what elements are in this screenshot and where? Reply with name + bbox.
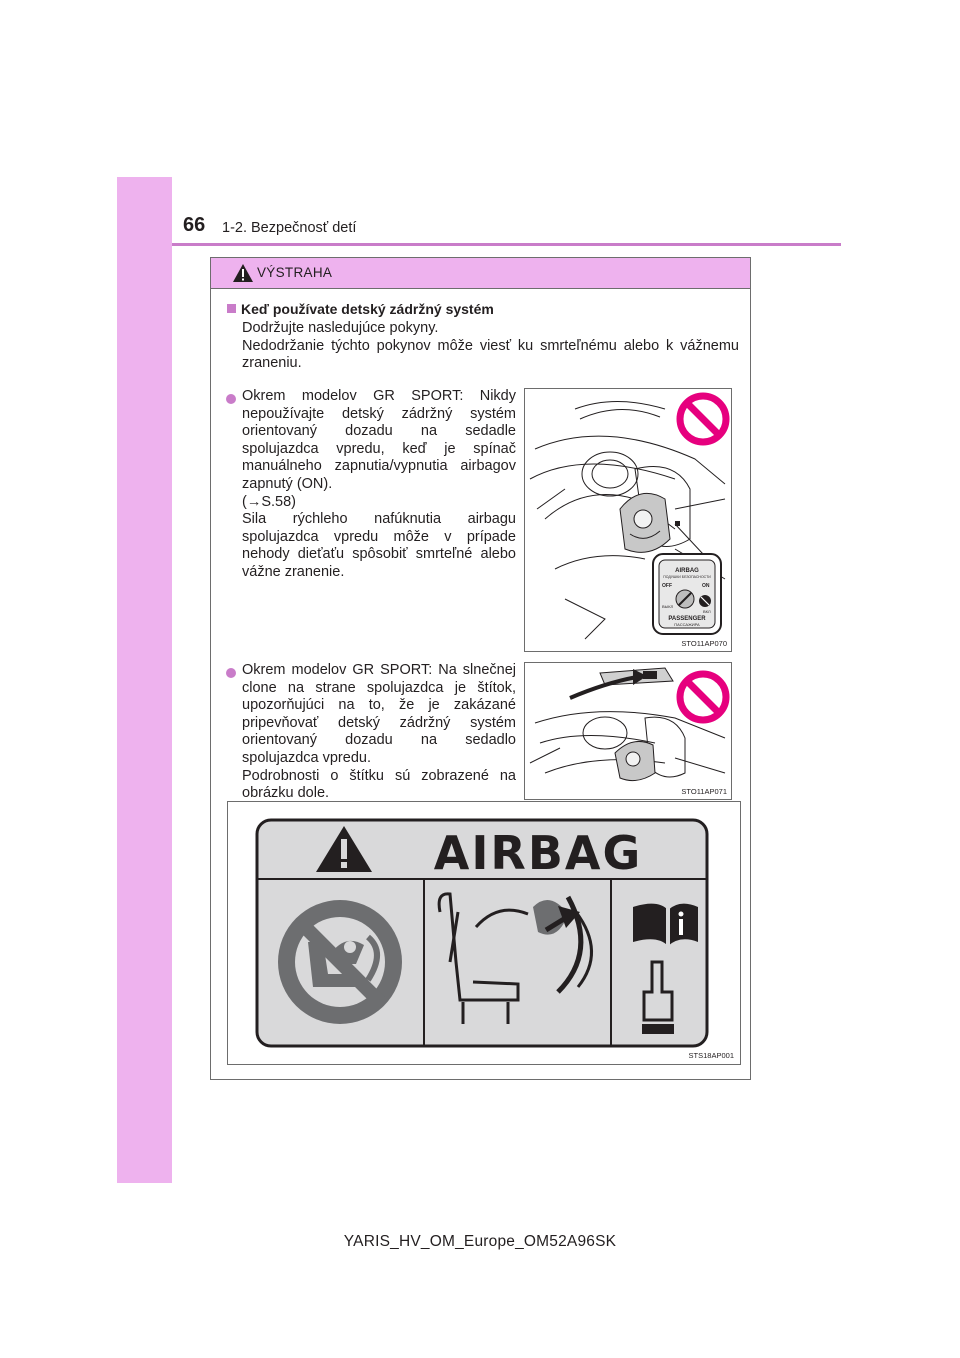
figure-code: STO11AP070 [681, 639, 727, 648]
bullet-dot-icon [226, 394, 236, 404]
bullet-dot-icon [226, 668, 236, 678]
bullet-paragraph: Podrobnosti o štítku sú zobrazené na obrázku dole. [242, 767, 516, 802]
switch-label-on: ON [702, 583, 710, 589]
switch-label-passenger: PASSENGER [668, 616, 706, 622]
switch-label-off-sub: ВЫКЛ [662, 604, 674, 609]
heading-square-icon [227, 304, 236, 313]
bullet-1-text [242, 388, 516, 582]
warning-heading-text: Keď používate detský zádržný systém [241, 301, 494, 317]
figure-rear-facing-seat [524, 388, 732, 652]
prohibit-icon [680, 396, 726, 442]
intro-paragraph [242, 320, 739, 373]
bullet-paragraph: Okrem modelov GR SPORT: Na slnečnej clone na strane spolujazdca je štítok, upozorňujúci na to, že je zakázané pripevňovať detský zádržný systém orientovaný dozadu na sedadlo spolujazdca vpredu. [242, 662, 516, 766]
figure-sun-visor-label [524, 662, 732, 800]
switch-label-on-sub: ВКЛ [703, 609, 711, 614]
bullet-reference: (→S.58) [242, 493, 296, 510]
warning-heading [227, 301, 494, 317]
figure-code: STS18AP001 [688, 1051, 734, 1060]
bullet-paragraph: Okrem modelov GR SPORT: Nikdy nepoužívajte detský zádržný systém orientovaný dozadu na sedadle spolujazdca vpredu, keď je spínač manuálneho zapnutia/vypnutia airbagov zapnutý (ON). [242, 388, 516, 492]
warning-triangle-icon [232, 263, 254, 283]
side-tab [117, 177, 172, 1183]
switch-label-off: OFF [662, 583, 672, 589]
warning-title: VÝSTRAHA [257, 265, 333, 280]
bullet-2-text [242, 662, 516, 803]
label-banner-text: AIRBAG [433, 826, 643, 880]
header-rule [172, 243, 841, 246]
switch-label-airbag: AIRBAG [675, 568, 699, 574]
switch-label-passenger-sub: ПАССАЖИРА [674, 622, 700, 627]
footer-doc-id: YARIS_HV_OM_Europe_OM52A96SK [343, 1233, 617, 1250]
warning-header [211, 258, 750, 289]
intro-line: Dodržujte nasledujúce pokyny. [242, 320, 439, 336]
figure-code: STO11AP071 [681, 787, 727, 796]
no-rear-facing-seat-icon [278, 900, 402, 1024]
switch-label-airbag-sub: ПОДУШКИ БЕЗОПАСНОСТИ [663, 575, 711, 579]
prohibit-icon [680, 674, 726, 720]
page-number: 66 [183, 214, 206, 236]
intro-line: Nedodržanie týchto pokynov môže viesť ku smrteľnému alebo k vážnemu zraneniu. [242, 337, 739, 372]
bullet-paragraph: Sila rýchleho nafúknutia airbagu spolujazdca vpredu môže v prípade nehody dieťaťu spôsobiť smrteľné alebo vážne zranenie. [242, 511, 516, 580]
figure-airbag-label [227, 801, 741, 1065]
sun-visor-illustration [525, 663, 731, 799]
section-title: 1-2. Bezpečnosť detí [222, 220, 357, 236]
car-interior-illustration [525, 389, 731, 651]
airbag-label-illustration [228, 802, 740, 1064]
